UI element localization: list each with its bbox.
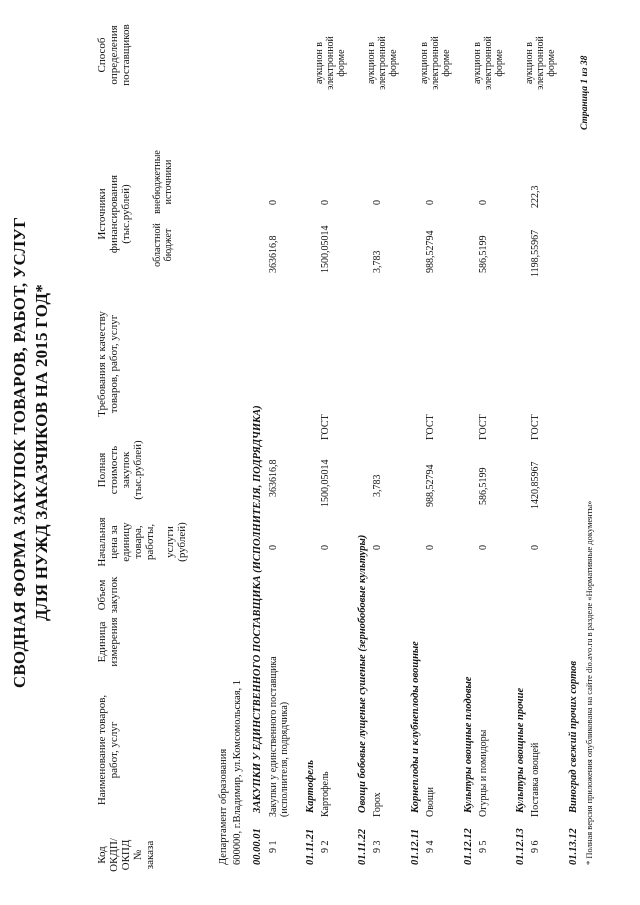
- row-total: 586,5199: [478, 467, 489, 505]
- row-name: Поставка овощей: [530, 742, 541, 817]
- row-number: 9 6: [530, 840, 541, 853]
- row-price: 0: [372, 545, 383, 550]
- row-budget: 988,52794: [425, 230, 436, 273]
- row-number: 9 2: [320, 840, 331, 853]
- section-code: 01.11.22: [357, 828, 368, 865]
- row-method: аукцион в электронной форме: [524, 36, 557, 90]
- department-address: 600000, г.Владимир, ул.Комсомольская, 1: [232, 679, 243, 865]
- section-name: Картофель: [305, 760, 316, 813]
- section-code: 01.11.21: [305, 828, 316, 865]
- row-gost: ГОСТ: [478, 414, 489, 440]
- section-title: [515, 688, 526, 865]
- header-price-main: Начальная цена за единицу товара, работы,: [96, 517, 156, 567]
- row-gost: ГОСТ: [530, 414, 541, 440]
- section-name: Овощи бобовые лущеные сушеные (зернобобовые культуры): [357, 534, 368, 813]
- row-number: 9 1: [268, 840, 279, 853]
- row-number: 9 3: [372, 840, 383, 853]
- section-code: 01.12.13: [515, 828, 526, 865]
- row-number: 9 4: [425, 840, 436, 853]
- section-name: Культуры овощные прочие: [515, 687, 526, 813]
- row-number: 9 5: [478, 840, 489, 853]
- row-total: 3,783: [372, 474, 383, 497]
- row-total: 363616,8: [268, 459, 279, 497]
- section-name: ЗАКУПКИ У ЕДИНСТВЕННОГО ПОСТАВЩИКА (ИСПОЛНИТЕЛЯ, ПОДРЯДЧИКА): [252, 405, 263, 813]
- header-finance-budget: областной бюджет: [152, 223, 174, 267]
- row-total: 1500,05014: [320, 459, 331, 507]
- row-extra: 0: [478, 200, 489, 205]
- section-name: Культуры овощные плодовые: [463, 676, 474, 813]
- section-title: [252, 405, 263, 865]
- header-method: Способ определения поставщиков: [96, 24, 132, 86]
- row-name-cont: (исполнителя, подрядчика): [279, 701, 290, 817]
- header-finance: Источники финансирования (тыс.рублей): [96, 174, 132, 254]
- row-price: 0: [530, 545, 541, 550]
- section-title: [568, 661, 579, 865]
- header-name: Наименование товаров, работ, услуг: [96, 694, 120, 806]
- section-code: 01.13.12: [568, 828, 579, 865]
- row-price: 0: [320, 545, 331, 550]
- header-total: Полная стоимость закупок (тыс.рублей): [96, 440, 144, 500]
- row-method: аукцион в электронной форме: [314, 36, 347, 90]
- row-price: 0: [425, 545, 436, 550]
- row-price: 0: [478, 545, 489, 550]
- section-title: [305, 760, 316, 865]
- row-name: Закупки у единственного поставщика: [268, 656, 279, 817]
- header-code: Код ОКДП/ ОКПД № заказа: [96, 838, 156, 872]
- document-title-line-1: СВОДНАЯ ФОРМА ЗАКУПОК ТОВАРОВ, РАБОТ, УСЛУГ: [10, 216, 29, 689]
- row-budget: 363616,8: [268, 235, 279, 273]
- row-extra: 0: [268, 200, 279, 205]
- row-method: аукцион в электронной форме: [366, 36, 399, 90]
- row-name: Овощи: [425, 787, 436, 817]
- footnote: * Полная версия приложения опубликована на сайте dio.avo.ru в разделе «Нормативные документы»: [584, 500, 594, 865]
- row-price: 0: [268, 545, 279, 550]
- row-extra: 0: [320, 200, 331, 205]
- document-title-line-2: ДЛЯ НУЖД ЗАКАЗЧИКОВ НА 2015 ГОД*: [32, 284, 51, 621]
- row-budget: 1500,05014: [320, 225, 331, 273]
- row-budget: 3,783: [372, 250, 383, 273]
- header-price: [96, 512, 188, 572]
- row-gost: ГОСТ: [425, 414, 436, 440]
- row-extra: 0: [372, 200, 383, 205]
- row-name: Картофель: [320, 771, 331, 817]
- header-volume: Объем закупок: [96, 576, 120, 614]
- section-code: 00.00.01: [252, 828, 263, 865]
- page-number: Страница 1 из 38: [580, 55, 590, 130]
- row-gost: ГОСТ: [320, 414, 331, 440]
- row-name: Огурцы и помидоры: [478, 729, 489, 817]
- row-extra: 222,3: [530, 185, 541, 208]
- row-method: аукцион в электронной форме: [419, 36, 452, 90]
- row-total: 988,52794: [425, 464, 436, 507]
- section-name: Корнеплоды и клубнеплоды овощные: [410, 641, 421, 813]
- section-title: [410, 641, 421, 865]
- row-budget: 1198,55967: [530, 229, 541, 277]
- header-requirements: Требования к качеству товаров, работ, услуг: [96, 311, 120, 417]
- row-name: Горох: [372, 792, 383, 817]
- section-name: Виноград свежий прочих сортов: [568, 660, 579, 813]
- section-title: [357, 535, 368, 865]
- department-name: Департамент образования: [218, 748, 229, 865]
- section-code: 01.12.11: [410, 828, 421, 865]
- row-budget: 586,5199: [478, 235, 489, 273]
- header-finance-extra: внебюджетные источники: [152, 150, 174, 214]
- row-total: 1420,85967: [530, 461, 541, 509]
- header-unit: Единица измерения: [96, 617, 120, 667]
- row-extra: 0: [425, 200, 436, 205]
- section-title: [463, 677, 474, 865]
- section-code: 01.12.12: [463, 828, 474, 865]
- row-method: аукцион в электронной форме: [472, 36, 505, 90]
- header-price-sub: услуги (рублей): [164, 522, 188, 562]
